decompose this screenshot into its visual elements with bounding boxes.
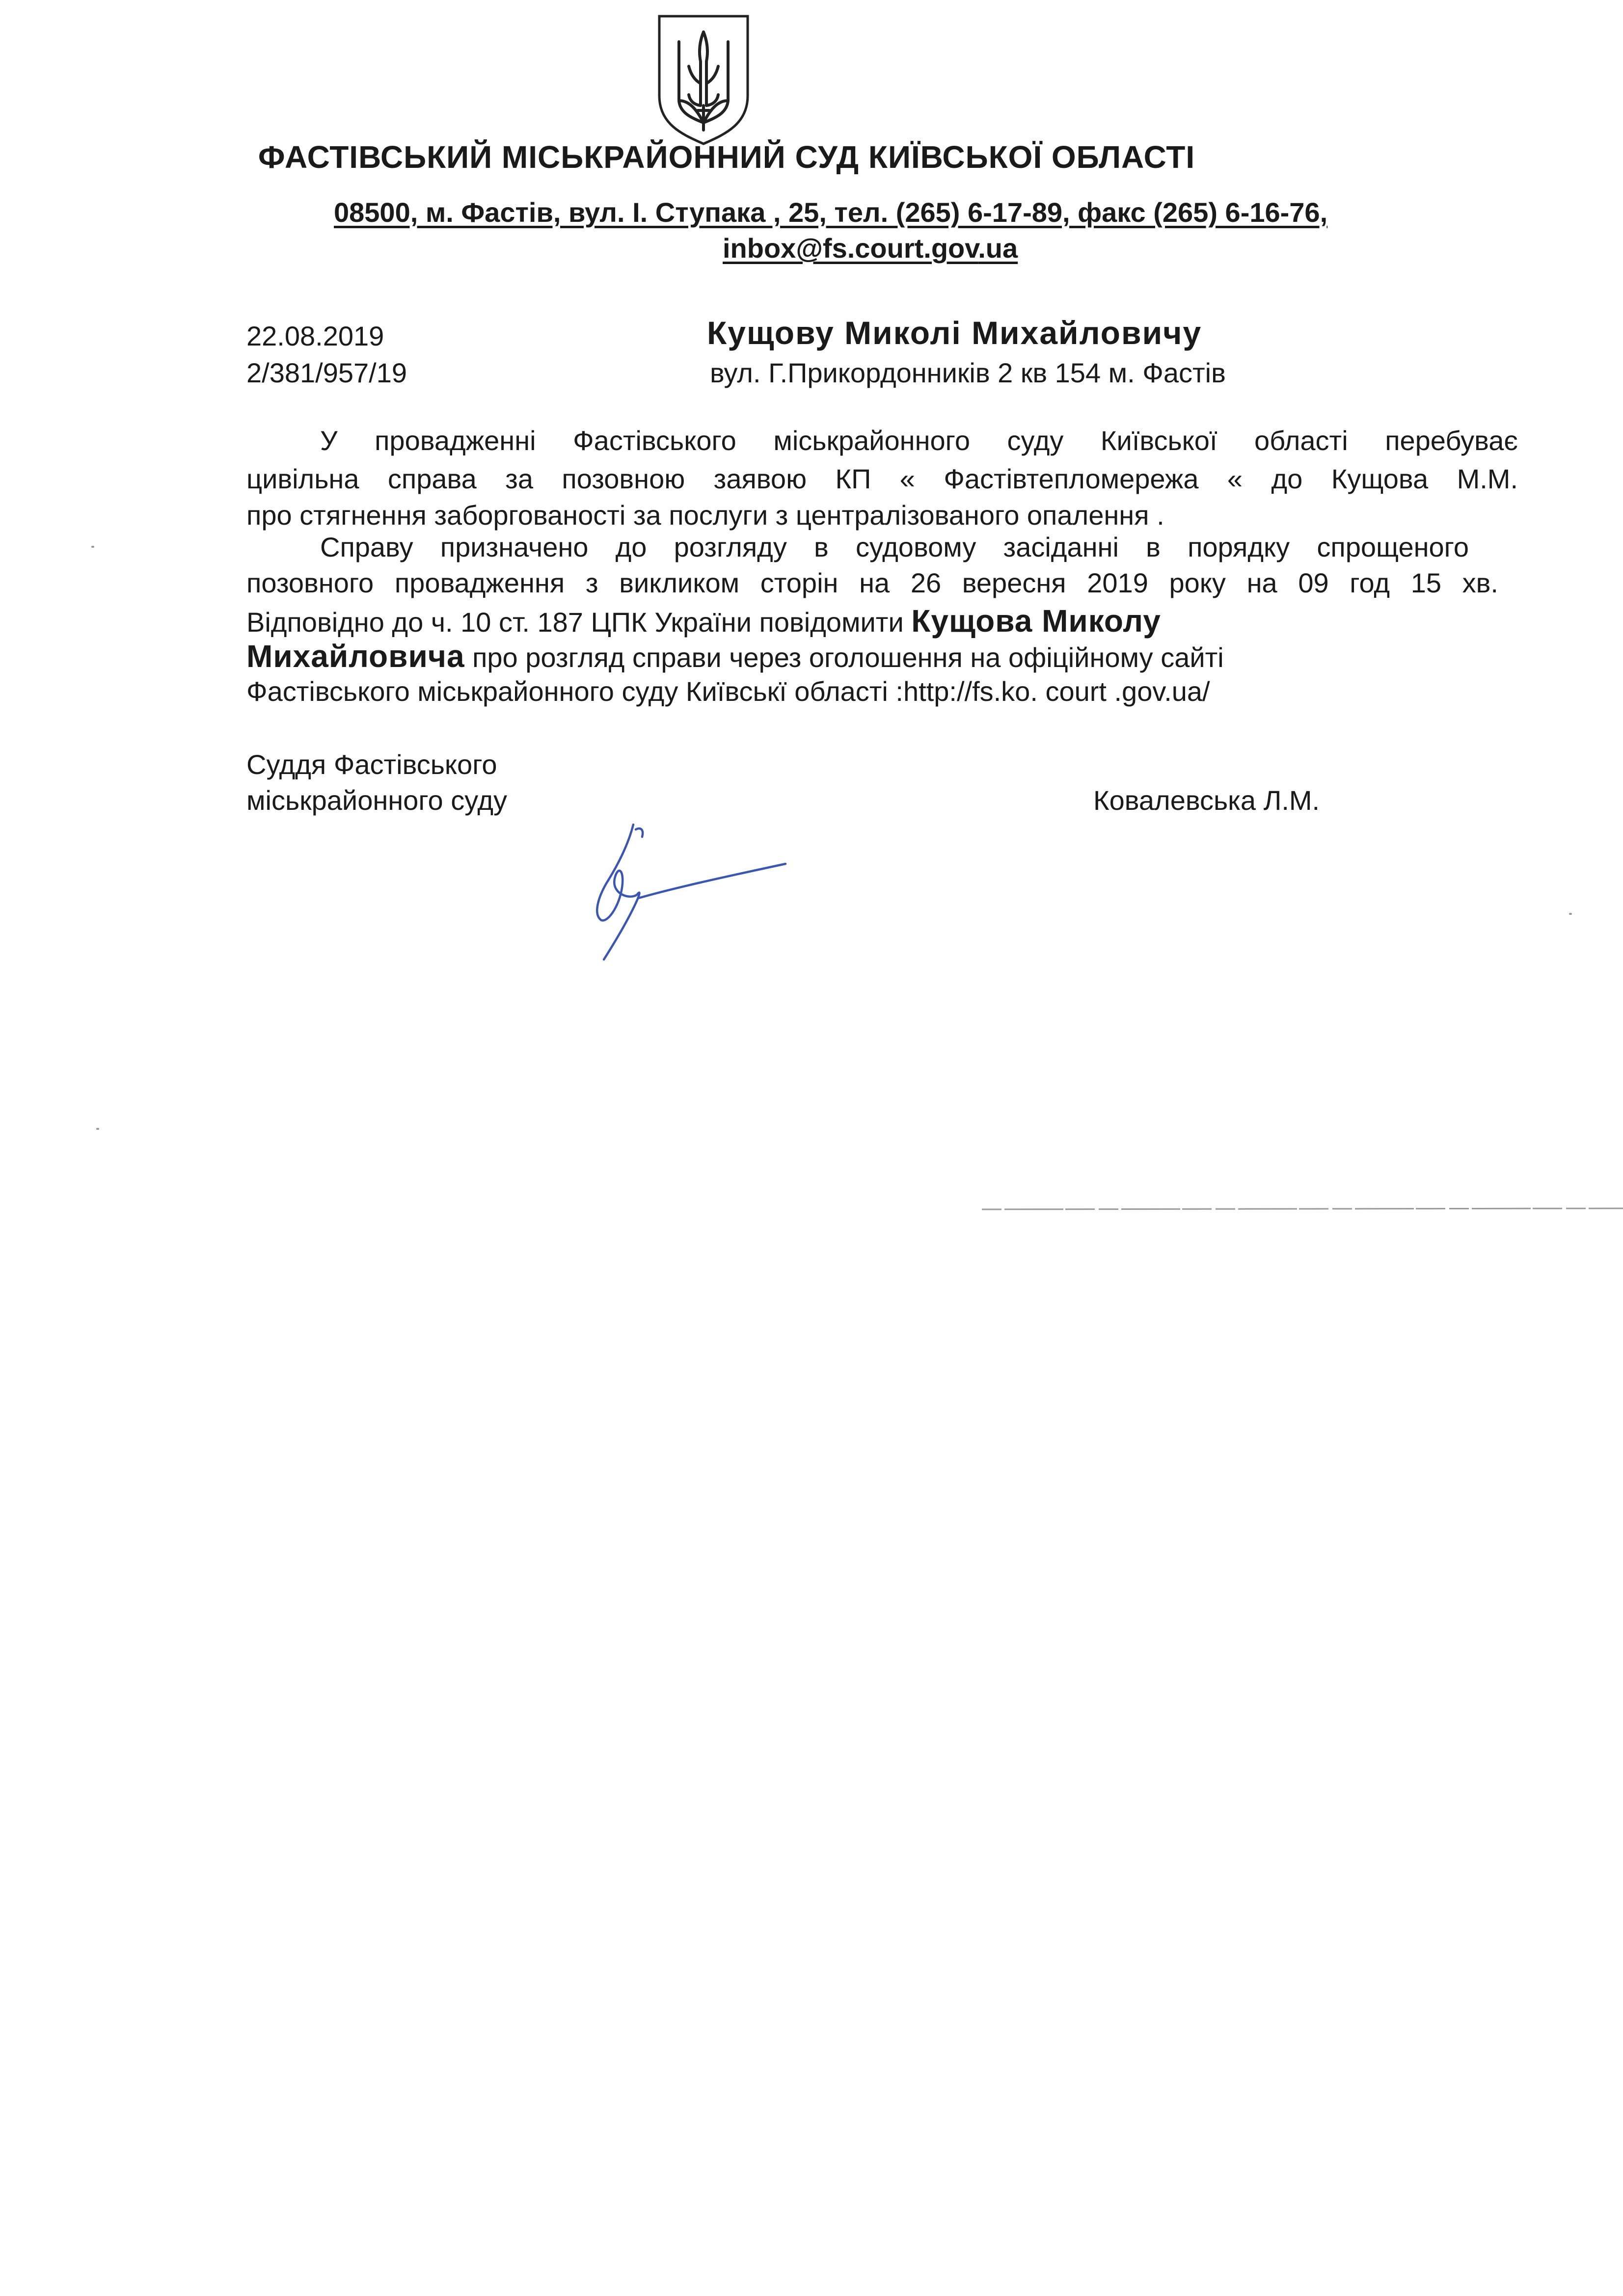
judge-title-line-1: Суддя Фастівського bbox=[246, 749, 497, 780]
body-line-4: Справу призначено до розгляду в судовому засіданні в порядку спрощеного bbox=[320, 532, 1469, 562]
body-line-8: Фастівського міськрайонного суду Київськї області :http://fs.ko. court .gov.ua/ bbox=[246, 676, 1210, 707]
trident-coat-of-arms-icon bbox=[654, 12, 753, 146]
recipient-name: Кущову Миколі Михайловичу bbox=[707, 315, 1202, 351]
notice-method: про розгляд справи через оголошення на офіційному сайті bbox=[464, 642, 1224, 673]
body-line-1: У провадженні Фастівського міськрайонного суду Київської області перебуває bbox=[320, 425, 1518, 456]
court-email-suffix: .ua bbox=[978, 233, 1018, 264]
scan-speck bbox=[91, 546, 94, 548]
body-line-5: позовного провадження з викликом сторін на 26 вересня 2019 року на 09 год 15 хв. bbox=[246, 567, 1498, 598]
body-line-7 bbox=[246, 638, 1224, 674]
body-line-2: цивільна справа за позовною заявою КП « Фастівтепломережа « до Кущова М.М. bbox=[246, 463, 1518, 494]
judge-name: Ковалевська Л.М. bbox=[1093, 785, 1320, 816]
court-email-link[interactable]: inbox@fs.court.gov bbox=[723, 233, 978, 264]
body-line-6 bbox=[246, 603, 1161, 639]
judge-title-line-2: міськрайонного суду bbox=[246, 785, 508, 816]
court-email-line bbox=[723, 232, 1018, 264]
scan-speck bbox=[1569, 913, 1572, 915]
defendant-name-part2: Михайловича bbox=[246, 639, 465, 674]
case-number: 2/381/957/19 bbox=[246, 357, 407, 388]
notice-instruction: Відповідно до ч. 10 ст. 187 ЦПК України повідомити bbox=[246, 607, 912, 638]
defendant-name-part1: Кущова Миколу bbox=[911, 603, 1161, 639]
scan-speck bbox=[96, 1128, 99, 1130]
letter-date: 22.08.2019 bbox=[246, 320, 384, 351]
court-name-heading: ФАСТІВСЬКИЙ МІСЬКРАЙОННИЙ СУД КИЇВСЬКОЇ ОБЛАСТІ bbox=[258, 139, 1195, 175]
handwritten-signature bbox=[560, 815, 795, 962]
body-line-3: про стягнення заборгованості за послуги з централізованого опалення . bbox=[246, 500, 1164, 531]
recipient-address: вул. Г.Прикордонників 2 кв 154 м. Фастів bbox=[710, 357, 1226, 388]
scan-artifact-line bbox=[982, 1206, 1623, 1212]
court-address-line: 08500, м. Фастів, вул. І. Ступака , 25, тел. (265) 6-17-89, факс (265) 6-16-76, bbox=[334, 197, 1328, 228]
